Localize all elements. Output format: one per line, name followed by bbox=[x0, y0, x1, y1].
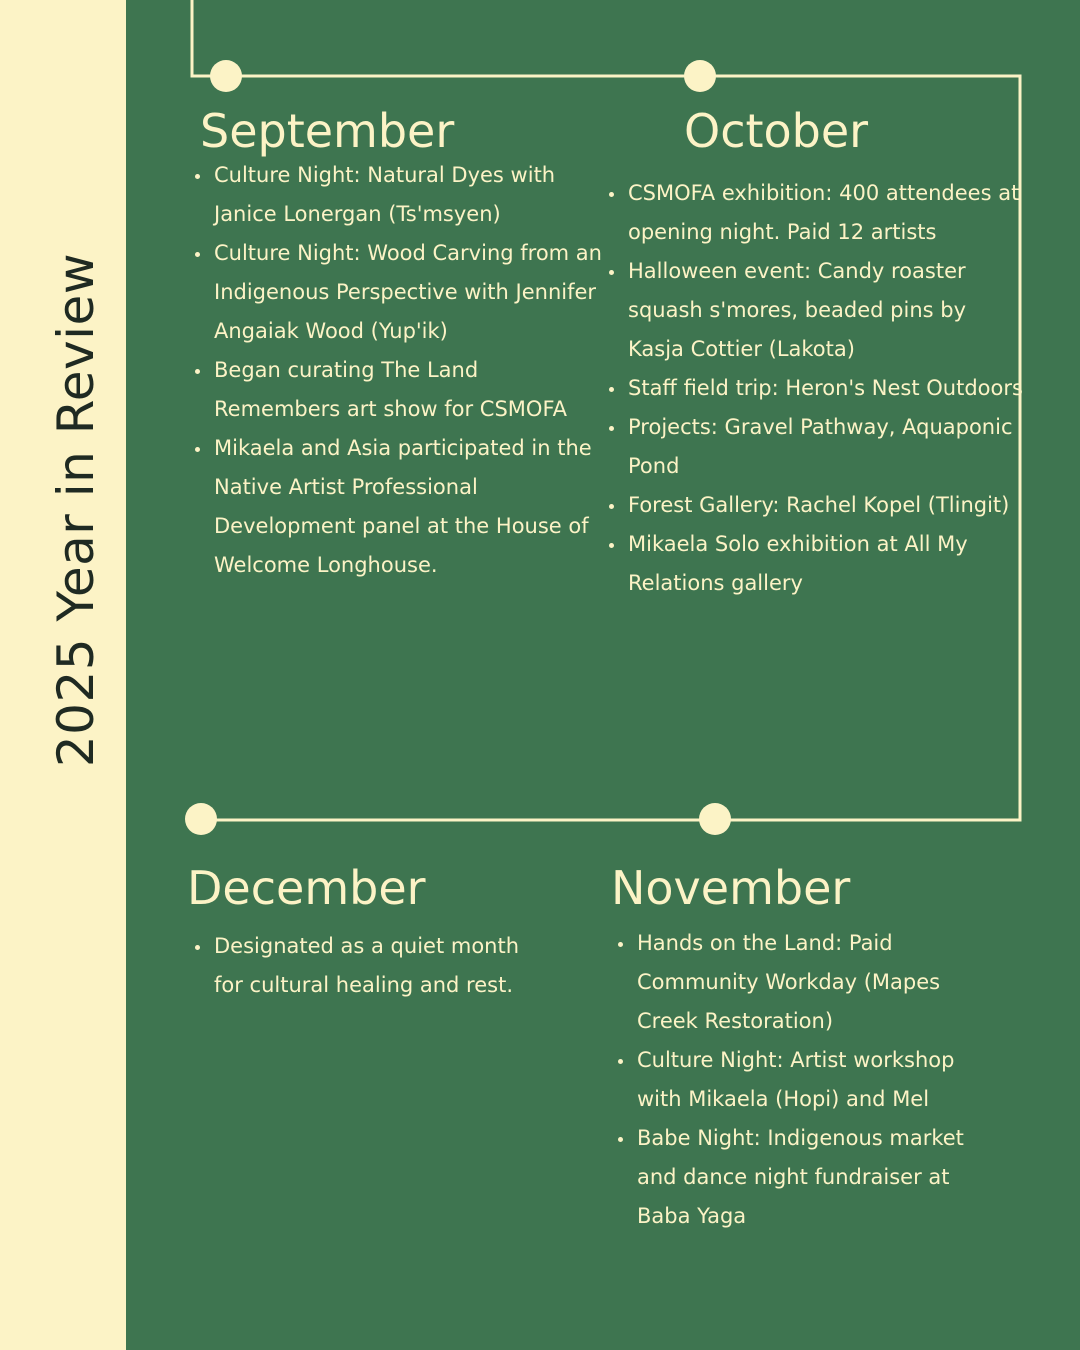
sidebar-panel bbox=[0, 0, 126, 1350]
timeline-node-december bbox=[185, 803, 217, 835]
month-title-december: December bbox=[187, 861, 426, 915]
list-item: • Culture Night: Artist workshop with Mikaela (Hopi) and Mel bbox=[635, 1041, 965, 1119]
event-list-december bbox=[190, 927, 532, 1005]
list-item: • Mikaela Solo exhibition at All My Relations gallery bbox=[626, 525, 1026, 603]
timeline-node-september bbox=[210, 60, 242, 92]
event-list-november bbox=[613, 924, 965, 1236]
month-title-october: October bbox=[684, 104, 869, 158]
month-title-november: November bbox=[611, 861, 851, 915]
event-list-september bbox=[190, 156, 608, 585]
timeline-node-october bbox=[684, 60, 716, 92]
list-item: • Forest Gallery: Rachel Kopel (Tlingit) bbox=[626, 486, 1026, 525]
list-item: • Designated as a quiet month for cultural healing and rest. bbox=[212, 927, 532, 1005]
list-item: • Culture Night: Natural Dyes with Janice Lonergan (Ts'msyen) bbox=[212, 156, 608, 234]
month-title-september: September bbox=[200, 104, 455, 158]
list-item: • Culture Night: Wood Carving from an Indigenous Perspective with Jennifer Angaiak Wood (Yup'ik) bbox=[212, 234, 608, 351]
list-item: • Began curating The Land Remembers art show for CSMOFA bbox=[212, 351, 608, 429]
event-list-october bbox=[604, 174, 1026, 603]
timeline-node-november bbox=[699, 803, 731, 835]
list-item: • CSMOFA exhibition: 400 attendees at opening night. Paid 12 artists bbox=[626, 174, 1026, 252]
list-item: • Halloween event: Candy roaster squash s'mores, beaded pins by Kasja Cottier (Lakota) bbox=[626, 252, 1026, 369]
list-item: • Staff field trip: Heron's Nest Outdoors bbox=[626, 369, 1026, 408]
list-item: • Mikaela and Asia participated in the Native Artist Professional Development panel at the House of Welcome Longhouse. bbox=[212, 429, 608, 585]
list-item: • Projects: Gravel Pathway, Aquaponic Pond bbox=[626, 408, 1026, 486]
list-item: • Hands on the Land: Paid Community Workday (Mapes Creek Restoration) bbox=[635, 924, 965, 1041]
list-item: • Babe Night: Indigenous market and dance night fundraiser at Baba Yaga bbox=[635, 1119, 965, 1236]
page-title: 2025 Year in Review bbox=[47, 252, 105, 768]
